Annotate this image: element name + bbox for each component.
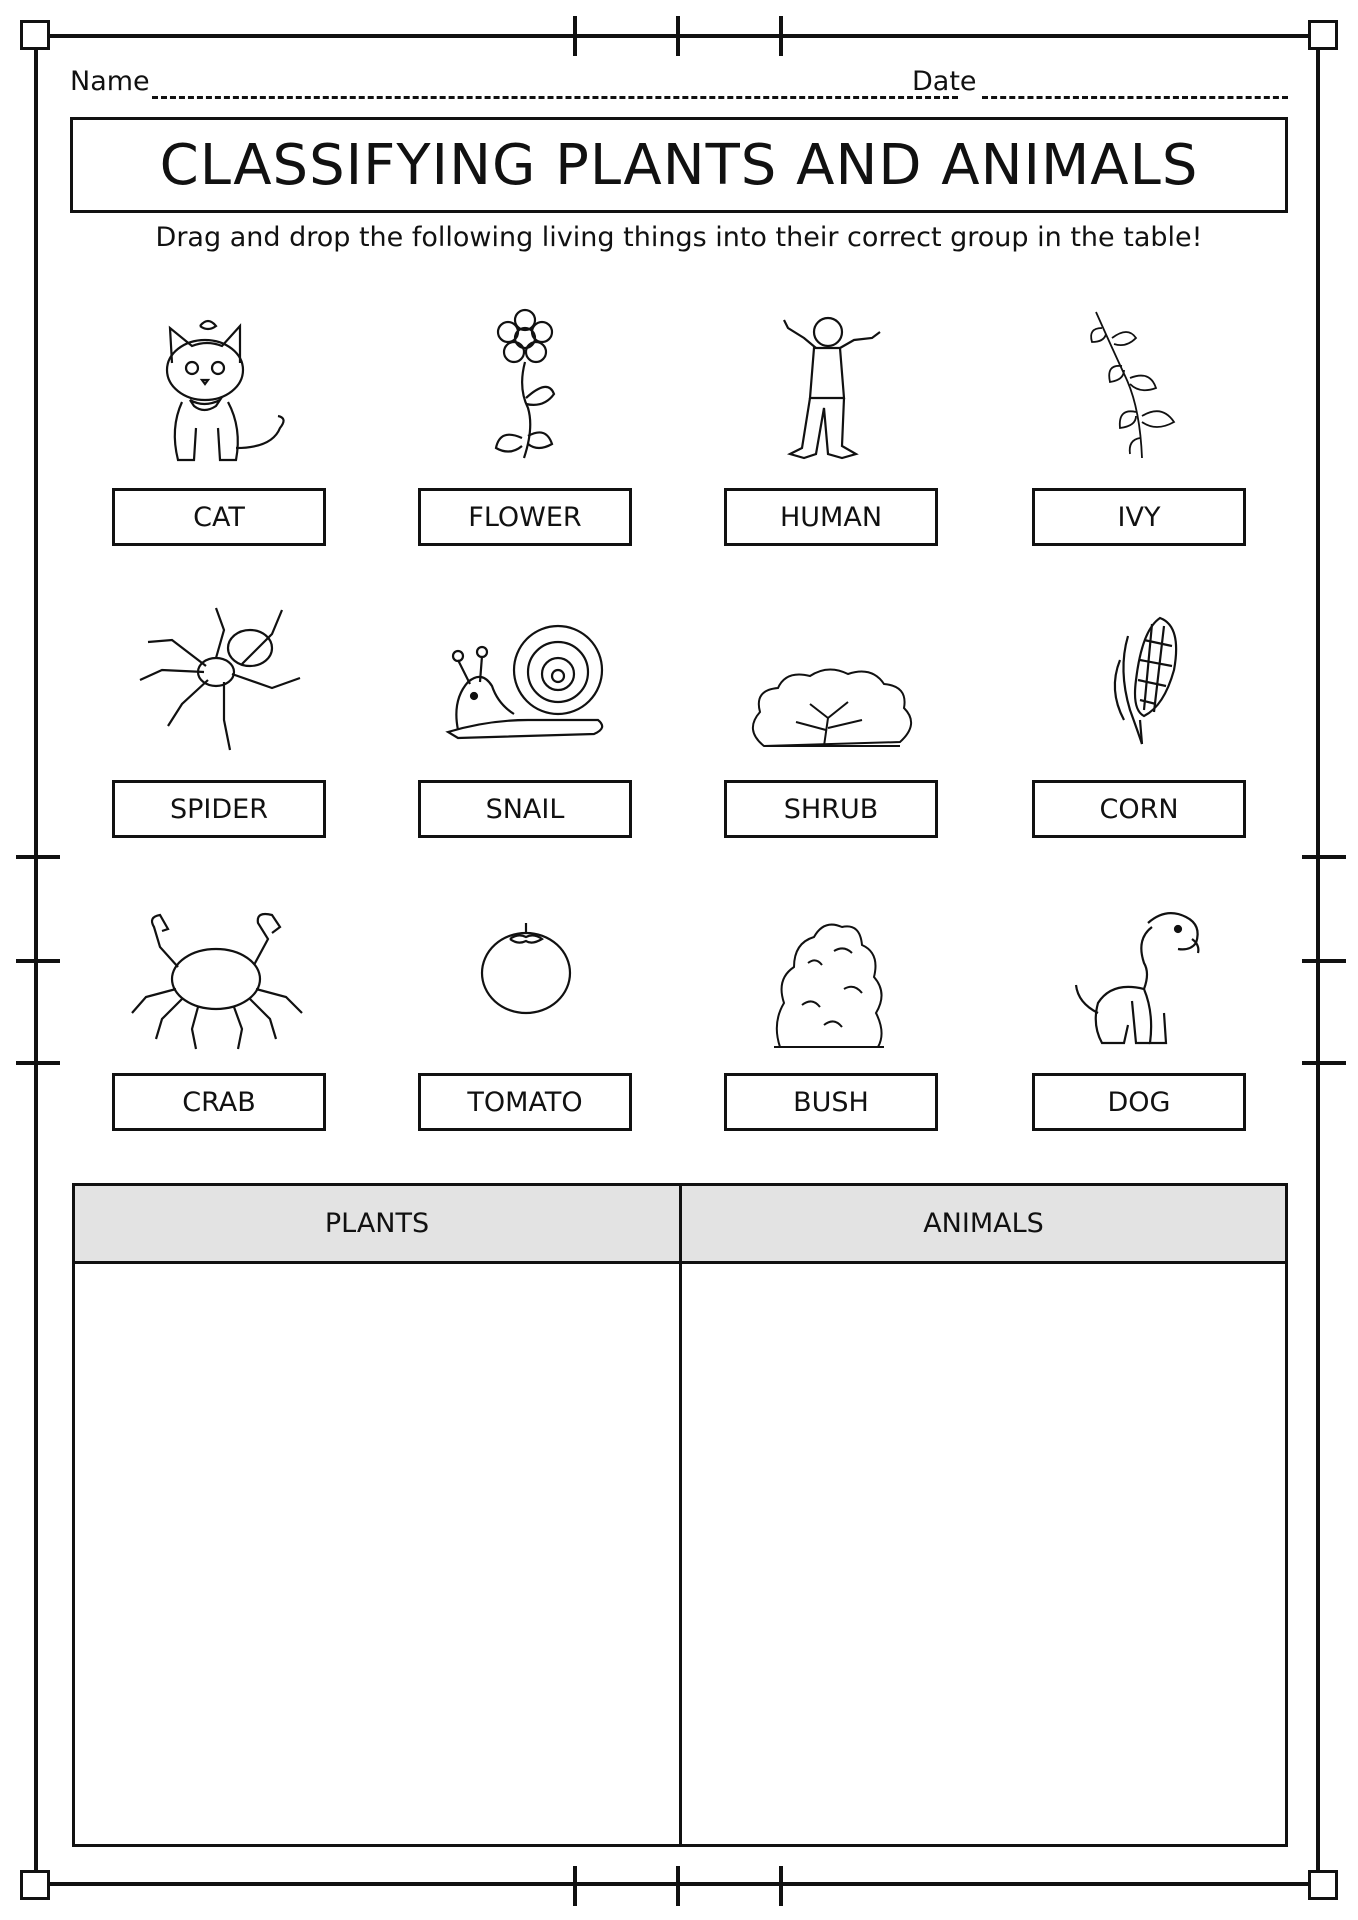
- snail-icon: [418, 600, 632, 760]
- tomato-icon: [418, 893, 632, 1053]
- item-label: IVY: [1032, 488, 1246, 546]
- instructions: Drag and drop the following living things into their correct group in the table!: [155, 222, 1203, 253]
- frame-tick: [676, 1866, 680, 1906]
- animals-drop-zone[interactable]: [682, 1264, 1285, 1844]
- frame-tick: [1302, 1061, 1346, 1065]
- dog-icon: [1032, 893, 1246, 1053]
- name-field[interactable]: [152, 96, 958, 99]
- item-label: DOG: [1032, 1073, 1246, 1131]
- frame-tick: [779, 16, 783, 56]
- frame-tick: [16, 1061, 60, 1065]
- cat-icon: [112, 308, 326, 468]
- ivy-icon: [1032, 308, 1246, 468]
- item-label: SPIDER: [112, 780, 326, 838]
- worksheet-title-text: CLASSIFYING PLANTS AND ANIMALS: [159, 132, 1199, 198]
- item-label: CRAB: [112, 1073, 326, 1131]
- name-label: Name: [70, 66, 150, 97]
- human-icon: [724, 308, 938, 468]
- date-field[interactable]: [982, 96, 1288, 99]
- animals-header: ANIMALS: [923, 1208, 1044, 1239]
- item-label: TOMATO: [418, 1073, 632, 1131]
- spider-icon: [112, 600, 326, 760]
- flower-icon: [418, 308, 632, 468]
- frame-tick: [1302, 855, 1346, 859]
- frame-tick: [676, 16, 680, 56]
- frame-tick: [1302, 959, 1346, 963]
- plants-drop-zone[interactable]: [75, 1264, 679, 1844]
- frame-tick: [573, 1866, 577, 1906]
- frame-tick: [779, 1866, 783, 1906]
- item-label: FLOWER: [418, 488, 632, 546]
- worksheet-title: [70, 117, 1288, 213]
- frame-corner-bottom-right: [1308, 1870, 1338, 1900]
- item-label: HUMAN: [724, 488, 938, 546]
- plants-header: PLANTS: [324, 1208, 430, 1239]
- item-label: SHRUB: [724, 780, 938, 838]
- item-label: CORN: [1032, 780, 1246, 838]
- item-label: BUSH: [724, 1073, 938, 1131]
- item-label: CAT: [112, 488, 326, 546]
- date-label: Date: [912, 66, 977, 97]
- classification-table: [72, 1183, 1288, 1847]
- frame-tick: [16, 855, 60, 859]
- frame-tick: [16, 959, 60, 963]
- frame-corner-top-left: [20, 20, 50, 50]
- shrub-icon: [724, 600, 938, 760]
- corn-icon: [1032, 600, 1246, 760]
- crab-icon: [112, 893, 326, 1053]
- frame-corner-bottom-left: [20, 1870, 50, 1900]
- name-date-row: [70, 62, 1290, 102]
- bush-icon: [724, 893, 938, 1053]
- frame-corner-top-right: [1308, 20, 1338, 50]
- item-label: SNAIL: [418, 780, 632, 838]
- frame-tick: [573, 16, 577, 56]
